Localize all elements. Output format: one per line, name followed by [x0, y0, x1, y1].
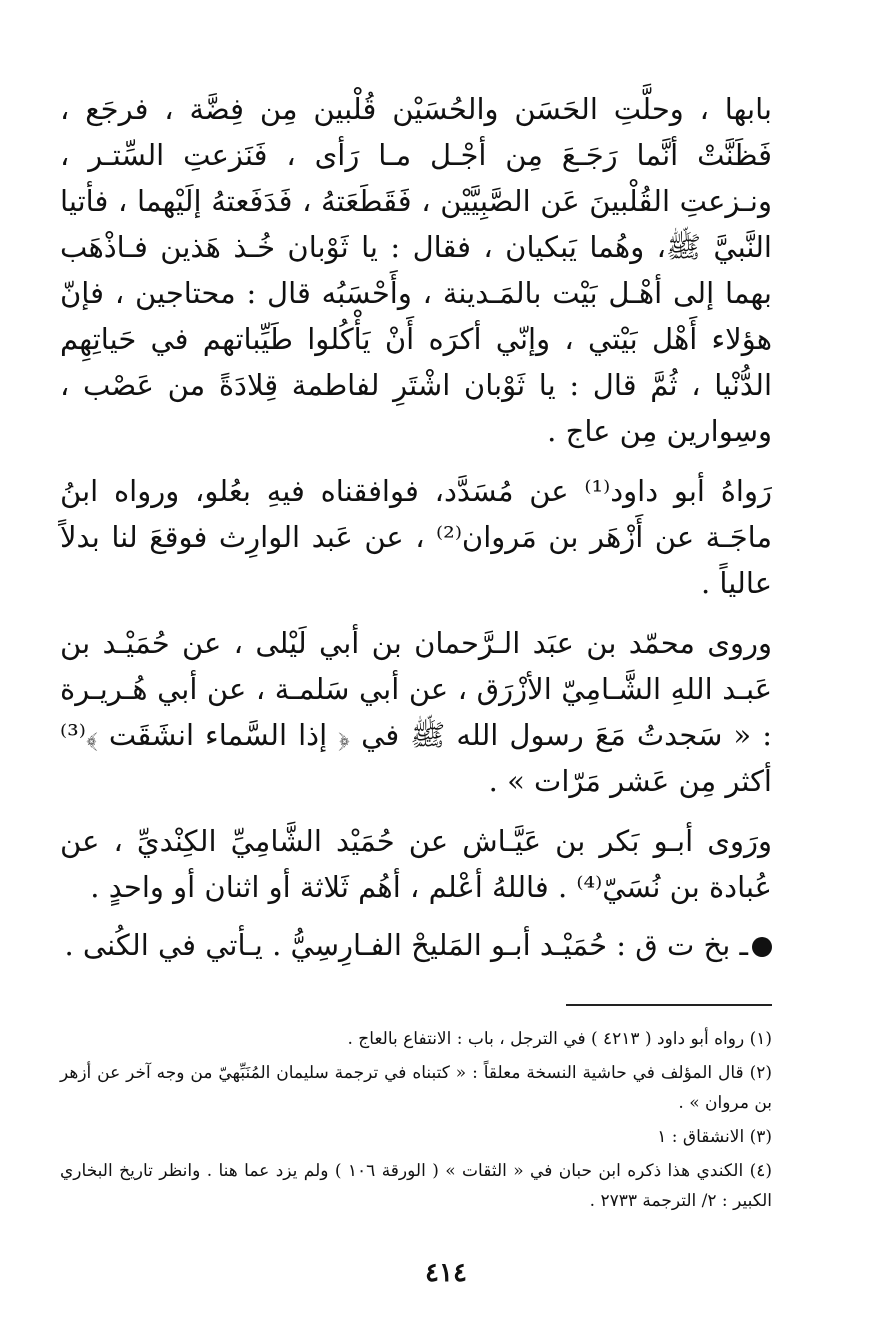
page-content: [60, 86, 773, 1211]
bullet-icon: [752, 937, 772, 957]
paragraph-riwaya-abu-dawud: رَواهُ أبو داود⁽¹⁾ عن مُسَدَّد، فوافقناه فيهِ بعُلو، ورواه ابنُ ماجَـة عن أَزْهَر بن مَروان⁽²⁾ ، عن عَبد الوارِث فوقعَ لنا بدلاً عالياً .: [60, 474, 772, 600]
paragraph-hadith-text: بابها ، وحلَّتِ الحَسَن والحُسَيْن قُلْبين مِن فِضَّة ، فرجَع ، فَظَنَّتْ أنَّما رَجَـعَ مِن أجْـل مـا رَأى ، فَنَزعتِ السِّتـر ، ونـزعتِ القُلْبينَ عَن الصَّبِيَّيْن ، فَقَطَعَتهُ ، فَدَفَعتهُ إلَيْهما ، فأتيا النَّبيَّ ﷺ، وهُما يَبكيان ، فقال : يا ثَوْبان خُـذ هَذين فـاذْهَب بهما إلى أهْـل بَيْت بالمَـدينة ، وأَحْسَبُه قال : محتاجين ، فإنّ هؤلاء أَهْل بَيْتي ، وإنّي أكرَه أَنْ يَأْكُلوا طَيِّباتهم في حَياتِهِم الدُّنْيا ، ثُمَّ قال : يا ثَوْبان اشْتَرِ لفاطمة قِلادَةً من عَصْب ، وسِوارين مِن عاج .: [60, 92, 773, 448]
footnote-separator: [566, 1004, 772, 1006]
footnote-3: (٣) الانشقاق : ١: [657, 1127, 772, 1147]
page-number: ٤١٤: [425, 1258, 467, 1288]
footnotes: [60, 1024, 772, 1220]
footnote-4: (٤) الكندي هذا ذكره ابن حبان في « الثقات » ( الورقة ١٠٦ ) ولم يزد عما هنا . وانظر تاريخ البخاري الكبير : ٢/ الترجمة ٢٧٣٣ .: [60, 1161, 772, 1211]
footnote-1: (١) رواه أبو داود ( ٤٢١٣ ) في الترجل ، باب : الانتفاع بالعاج .: [347, 1029, 772, 1049]
paragraph-riwaya-abu-bakr: ورَوى أبـو بَكر بن عَيَّـاش عن حُمَيْد الشَّامِيِّ الكِنْديِّ ، عن عُبادة بن نُسَيّ⁽⁴⁾ . فاللهُ أعْلم ، أهُم ثَلاثة أو اثنان أو واحدٍ .: [60, 824, 772, 904]
main-text: [60, 86, 772, 968]
paragraph-riwaya-ibn-abi-layla: وروى محمّد بن عبَد الـرَّحمان بن أبي لَيْلى ، عن حُمَيْـد بن عَبـد اللهِ الشَّـامِيّ الأزْرَق ، عن أبي سَلمـة ، عن أبي هُـريـرة : « سَجدتُ مَعَ رسول الله ﷺ في ﴿ إذا السَّماء انشَقَت ﴾⁽³⁾ أكثر مِن عَشر مَرّات » .: [60, 626, 772, 798]
footnote-2: (٢) قال المؤلف في حاشية النسخة معلقاً : « كتبناه في ترجمة سليمان المُنَبِّهيّ من وجه آخر عن أزهر بن مروان » .: [60, 1063, 772, 1113]
paragraph-entry-humayd-abu-al-malih: [60, 922, 772, 968]
entry-text: ـ بخ ت ق : حُمَيْـد أبـو المَليحْ الفـارِسِيُّ . يـأتي في الكُنى .: [64, 928, 748, 962]
